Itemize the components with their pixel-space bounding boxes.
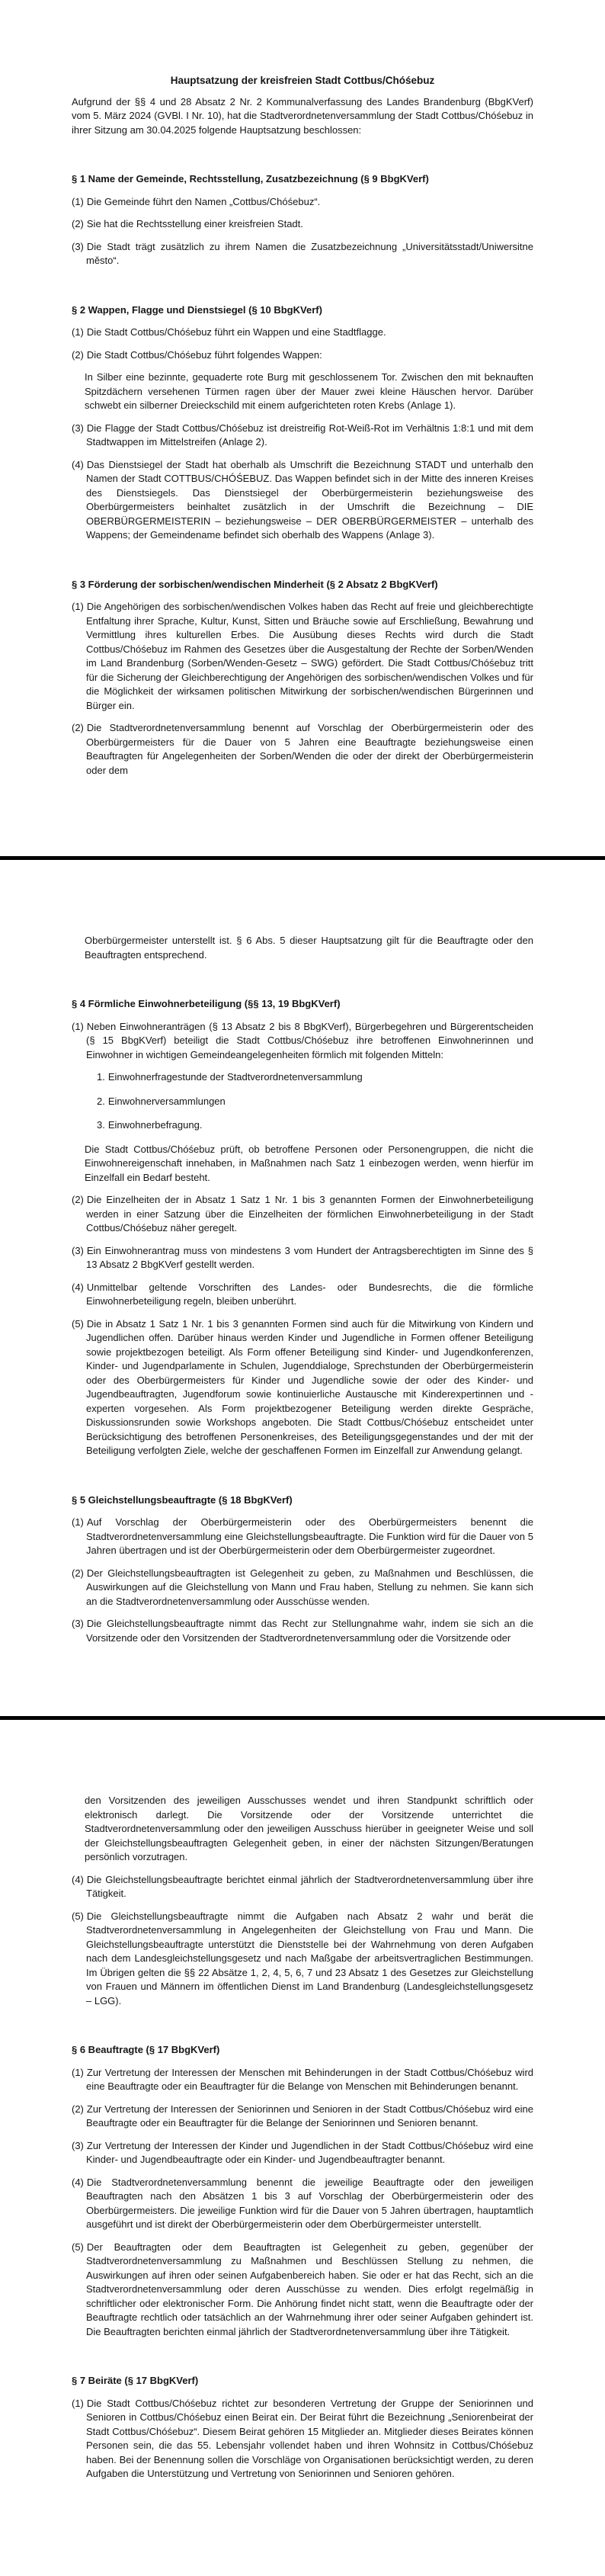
paragraph-text: Ein Einwohnerantrag muss von mindestens 3 vom Hundert der Antragsberechtigten im Sinne des § 13 Absatz 2 BbgKVerf gestellt werden. xyxy=(86,1244,533,1270)
paragraph-text: Auf Vorschlag der Oberbürgermeisterin oder des Oberbürgermeisters benennt die Stadtverordnetenversammlung eine Gleichstellungsbeauftragte. Die Funktion wird für die Dauer von 5 Jahren übertragen und ist der Oberbürgermeisterin oder dem Oberbürgermeister zugeordnet. xyxy=(86,1516,533,1556)
paragraph-text: Der Gleichstellungsbeauftragten ist Gelegenheit zu geben, zu Maßnahmen und Beschlüssen, die Auswirkungen auf die Gleichstellung von Mann und Frau haben, Stellung zu nehmen. Sie kann sich an die Stadtverordnetenversammlung oder Ausschüsse wenden. xyxy=(86,1567,533,1607)
numbered-paragraph xyxy=(72,1281,533,1309)
paragraph-text: Die Stadt Cottbus/Chóśebuz richtet zur besonderen Vertretung der Gruppe der Seniorinnen und Senioren in Cottbus/Chóśebuz einen Beirat ein. Der Beirat führt die Bezeichnung „Seniorenbeirat der Stadt Cottbus/Chóśebuz“. Diesem Beirat gehören 15 Mitglieder an. Mitglieder dieses Beirates können Personen sein, die das 55. Lebensjahr vollendet haben und ihren Wohnsitz in Cottbus/Chóśebuz haben. Bei der Benennung sollen die Vorschläge von Organisationen berücksichtigt werden, zu deren Aufgaben die Unterstützung und Vertretung von Seniorinnen und Senioren gehören. xyxy=(86,2397,533,2479)
paragraph-text: Unmittelbar geltende Vorschriften des Landes- oder Bundesrechts, die die förmliche Einwohnerbeteiligung regeln, bleiben unberührt. xyxy=(86,1281,533,1307)
numbered-paragraph xyxy=(72,326,533,340)
list-item-text: Einwohnerbefragung. xyxy=(107,1119,203,1131)
paragraph-marker: (3) xyxy=(72,1244,84,1256)
paragraph-marker: (5) xyxy=(72,2241,84,2253)
paragraph-marker: (1) xyxy=(72,195,84,207)
numbered-paragraph xyxy=(72,1193,533,1236)
numbered-paragraph xyxy=(72,2241,533,2340)
page-3 xyxy=(0,1720,605,2576)
paragraph-text: Sie hat die Rechtsstellung einer kreisfreien Stadt. xyxy=(86,218,303,229)
paragraph-marker: (3) xyxy=(72,1618,84,1629)
numbered-paragraph xyxy=(72,1244,533,1272)
numbered-paragraph xyxy=(72,721,533,778)
paragraph-marker: (4) xyxy=(72,458,84,470)
numbered-paragraph xyxy=(72,195,533,210)
continuation-paragraph: Oberbürgermeister unterstellt ist. § 6 Abs. 5 dieser Hauptsatzung gilt für die Beauftragte oder den Beauftragten entsprechend. xyxy=(85,935,533,961)
page-2 xyxy=(0,860,605,1716)
paragraph-marker: (3) xyxy=(72,240,84,252)
paragraph-marker: (1) xyxy=(72,1020,84,1032)
section-heading: § 3 Förderung der sorbischen/wendischen Minderheit (§ 2 Absatz 2 BbgKVerf) xyxy=(72,578,438,590)
paragraph-marker: (1) xyxy=(72,601,84,612)
indented-paragraph: In Silber eine bezinnte, gequaderte rote Burg mit geschlossenem Tor. Zwischen den mit beknauften Spitzdächern versehenen Türmen ragen über der Mauer zwei kleine Häuschen hervor. Darüber schwebt ein silberner Dreieckschild mit einem aufgerichteten roten Krebs (Anlage 1). xyxy=(85,371,533,411)
paragraph-text: Die Gleichstellungsbeauftragte nimmt das Recht zur Stellungnahme wahr, indem sie sich an die Vorsitzende oder den Vorsitzenden der Stadtverordnetenversammlung oder die Vorsitzende oder xyxy=(86,1618,533,1644)
section-heading: § 5 Gleichstellungsbeauftragte (§ 18 BbgKVerf) xyxy=(72,1493,293,1506)
paragraph-text: Die Einzelheiten der in Absatz 1 Satz 1 Nr. 1 bis 3 genannten Formen der Einwohnerbeteiligung werden in einer Satzung über die Einzelheiten der förmlichen Einwohnerbeteiligung in der Stadt Cottbus/Chóśebuz näher geregelt. xyxy=(86,1194,533,1233)
paragraph-marker: (1) xyxy=(72,2397,84,2409)
paragraph-marker: (2) xyxy=(72,722,84,733)
list-item xyxy=(97,1095,533,1109)
numbered-paragraph xyxy=(72,600,533,713)
list-item xyxy=(97,1118,533,1133)
numbered-paragraph xyxy=(72,2176,533,2232)
paragraph-text: Die Angehörigen des sorbischen/wendischen Volkes haben das Recht auf freie und gleichberechtigte Entfaltung ihrer Sprache, Kultur, Kunst, Sitten und Bräuche sowie auf Erschließung, Bewahrung und Vermittlung ihres kulturellen Erbes. Die Ausübung dieses Rechts wird durch die Stadt Cottbus/Chóśebuz im Rahmen des Gesetzes über die Ausgestaltung der Rechte der Sorben/Wenden im Land Brandenburg (Sorben/Wenden-Gesetz – SWG) gefördert. Die Stadt Cottbus/Chóśebuz tritt für die Sicherung der Gleichberechtigung der Angehörigen des sorbischen/wendischen Volkes und für die Möglichkeit der wirksamen politischen Mitwirkung der sorbischen/wendischen Bürgerinnen und Bürger ein. xyxy=(86,601,533,711)
paragraph-text: Die Stadt trägt zusätzlich zu ihrem Namen die Zusatzbezeichnung „Universitätsstadt/Uniwersitne město“. xyxy=(86,240,533,266)
list-item-text: Einwohnerfragestunde der Stadtverordnetenversammlung xyxy=(107,1071,363,1083)
paragraph-marker: (4) xyxy=(72,1281,84,1293)
section-heading: § 4 Förmliche Einwohnerbeteiligung (§§ 13, 19 BbgKVerf) xyxy=(72,998,341,1009)
section-heading: § 6 Beauftragte (§ 17 BbgKVerf) xyxy=(72,2044,220,2055)
paragraph-text: Die Stadt Cottbus/Chóśebuz führt ein Wappen und eine Stadtflagge. xyxy=(86,326,386,338)
paragraph-text: Zur Vertretung der Interessen der Seniorinnen und Senioren in der Stadt Cottbus/Chóśebuz wird eine Beauftragte oder ein Beauftragter für die Belange der Seniorinnen und Senioren benannt. xyxy=(86,2103,533,2128)
paragraph-text: Die Stadt Cottbus/Chóśebuz führt folgendes Wappen: xyxy=(86,348,322,361)
page-1 xyxy=(0,0,605,856)
numbered-paragraph xyxy=(72,2066,533,2094)
section-heading: § 1 Name der Gemeinde, Rechtsstellung, Zusatzbezeichnung (§ 9 BbgKVerf) xyxy=(72,173,429,184)
numbered-paragraph xyxy=(72,1020,533,1063)
paragraph-text: Die Stadtverordnetenversammlung benennt die jeweilige Beauftragte oder den jeweiligen Beauftragten nach den Absätzen 1 bis 3 auf Vorschlag der Oberbürgermeisterin oder des Oberbürgermeisters. Die jeweilige Funktion wird für die Dauer von 5 Jahren übertragen, hauptamtlich ausgeführt und ist direkt der Oberbürgermeisterin oder dem Oberbürgermeister unterstellt. xyxy=(86,2176,533,2230)
paragraph-marker: (1) xyxy=(72,326,84,338)
paragraph-text: Die Gleichstellungsbeauftragte nimmt die Aufgaben nach Absatz 2 wahr und berät die Stadtverordnetenversammlung in Angelegenheiten der Gleichstellung von Frau und Mann. Die Gleichstellungsbeauftragte unterstützt die Dienststelle bei der Wahrnehmung von deren Aufgaben nach dem Landesgleichstellungsgesetz und nach Maßgabe der arbeitsvertraglichen Bestimmungen. Im Übrigen gelten die §§ 22 Absätze 1, 2, 4, 5, 6, 7 und 23 Absatz 1 des Gesetzes zur Gleichstellung von Frauen und Männern im öffentlichen Dienst im Land Brandenburg (Landesgleichstellungsgesetz – LGG). xyxy=(86,1910,533,2007)
numbered-paragraph xyxy=(72,1873,533,1901)
numbered-paragraph xyxy=(72,458,533,543)
paragraph-text: Die Gemeinde führt den Namen „Cottbus/Chóśebuz“. xyxy=(86,195,321,207)
paragraph-text: Zur Vertretung der Interessen der Menschen mit Behinderungen in der Stadt Cottbus/Chóśebuz wird eine Beauftragte oder ein Beauftragter für die Belange von Menschen mit Behinderungen benannt. xyxy=(86,2066,533,2092)
paragraph-marker: (3) xyxy=(72,422,84,434)
list-item-marker: 3. xyxy=(97,1119,105,1131)
paragraph-marker: (2) xyxy=(72,1194,84,1205)
list-item-marker: 2. xyxy=(97,1095,105,1107)
list-item-marker: 1. xyxy=(97,1071,105,1083)
paragraph-text: Die Gleichstellungsbeauftragte berichtet einmal jährlich der Stadtverordnetenversammlung über ihre Tätigkeit. xyxy=(86,1873,533,1899)
paragraph-text: Der Beauftragten oder dem Beauftragten ist Gelegenheit zu geben, gegenüber der Stadtverordnetenversammlung zu Maßnahmen und Beschlüssen Stellung zu nehmen, die Auswirkungen auf ihren oder seinen Aufgabenbereich haben. Sie oder er hat das Recht, sich an die Stadtverordnetenversammlung oder deren Ausschüsse zu wenden. Dies erfolgt regelmäßig in schriftlicher oder elektronischer Form. Die Anhörung findet nicht statt, wenn die Beauftragte oder der Beauftragte rechtlich oder tatsächlich an der Wahrnehmung ihrer oder seiner Aufgaben gehindert ist. Die Beauftragten berichten einmal jährlich der Stadtverordnetenversammlung über ihre Tätigkeit. xyxy=(86,2241,533,2337)
paragraph-marker: (1) xyxy=(72,2066,84,2078)
paragraph-marker: (1) xyxy=(72,1516,84,1528)
numbered-paragraph xyxy=(72,2139,533,2167)
numbered-paragraph xyxy=(72,240,533,268)
section-heading: § 2 Wappen, Flagge und Dienstsiegel (§ 10 BbgKVerf) xyxy=(72,303,322,316)
paragraph-text: Neben Einwohneranträgen (§ 13 Absatz 2 bis 8 BbgKVerf), Bürgerbegehren und Bürgerentscheiden (§ 15 BbgKVerf) beteiligt die Stadt Cottbus/Chóśebuz ihre betroffenen Einwohnerinnen und Einwohner in wichtigen Gemeindeangelegenheiten förmlich mit folgenden Mitteln: xyxy=(86,1020,533,1060)
list-item-text: Einwohnerversammlungen xyxy=(107,1095,226,1107)
numbered-paragraph xyxy=(72,2103,533,2131)
paragraph-marker: (3) xyxy=(72,2139,84,2151)
paragraph-text: Das Dienstsiegel der Stadt hat oberhalb als Umschrift die Bezeichnung STADT und unterhalb den Namen der Stadt COTTBUS/CHÓŚEBUZ. Das Wappen befindet sich in der Mitte des inneren Kreises des Dienstsiegels. Das Dienstsiegel der Oberbürgermeisterin beziehungsweise des Oberbürgermeisters beinhaltet zusätzlich in der Umschrift die Bezeichnung – DIE OBERBÜRGERMEISTERIN – beziehungsweise – DER OBERBÜRGERMEISTER – unterhalb des Wappens; der Gemeindename befindet sich oberhalb des Wappens (Anlage 3). xyxy=(86,458,533,541)
paragraph-text: Die in Absatz 1 Satz 1 Nr. 1 bis 3 genannten Formen sind auch für die Mitwirkung von Kindern und Jugendlichen offen. Darüber hinaus werden Kinder und Jugendliche in Formen offener Beteiligung sowie projektbezogen beteiligt. Als Form offener Beteiligung sind Kinder- und Jugendkonferenzen, Kinder- und Jugendparlamente in Schulen, Jugenddialoge, Sprechstunden der Oberbürgermeisterin oder des Oberbürgermeisters für Kinder und Jugendliche sowie der oder des Kinder- und Jugendbeauftragten, Jugendforum sowie kontinuierliche Austausche mit Kinderexpertinnen und -experten vorgesehen. Als Form projektbezogener Beteiligung werden direkte Gespräche, Diskussionsrunden sowie Workshops angeboten. Die Stadt Cottbus/Chóśebuz entscheidet unter Berücksichtigung des betroffenen Personenkreises, des Beteiligungsgegenstandes und der mit der Beteiligung verfolgten Ziele, welche der geschaffenen Formen im Einzelfall zur Anwendung gelangt. xyxy=(86,1317,533,1456)
paragraph-text: Die Stadtverordnetenversammlung benennt auf Vorschlag der Oberbürgermeisterin oder des Oberbürgermeisters für die Dauer von 5 Jahren eine Beauftragte beziehungsweise einen Beauftragten für Angelegenheiten der Sorben/Wenden die oder der direkt der Oberbürgermeisterin oder dem xyxy=(86,722,533,776)
document-title: Hauptsatzung der kreisfreien Stadt Cottbus/Chóśebuz xyxy=(170,75,435,86)
list-item xyxy=(97,1070,533,1085)
section-heading: § 7 Beiräte (§ 17 BbgKVerf) xyxy=(72,2375,199,2386)
numbered-paragraph xyxy=(72,2397,533,2481)
numbered-paragraph xyxy=(72,1910,533,2009)
paragraph-marker: (2) xyxy=(72,348,84,361)
numbered-paragraph xyxy=(72,1567,533,1609)
paragraph-marker: (2) xyxy=(72,2103,84,2115)
paragraph-text: Die Flagge der Stadt Cottbus/Chóśebuz ist dreistreifig Rot-Weiß-Rot im Verhältnis 1:8:1 und mit dem Stadtwappen im Mittelstreifen (Anlage 2). xyxy=(86,422,533,448)
numbered-paragraph xyxy=(72,422,533,450)
numbered-paragraph xyxy=(72,217,533,232)
numbered-paragraph xyxy=(72,1617,533,1645)
paragraph-marker: (4) xyxy=(72,1873,84,1885)
paragraph: Aufgrund der §§ 4 und 28 Absatz 2 Nr. 2 Kommunalverfassung des Landes Brandenburg (BbgKVerf) vom 5. März 2024 (GVBl. I Nr. 10), hat die Stadtverordnetenversammlung der Stadt Cottbus/Chóśebuz in ihrer Sitzung am 30.04.2025 folgende Hauptsatzung beschlossen: xyxy=(72,95,533,136)
paragraph-marker: (4) xyxy=(72,2176,84,2188)
paragraph-marker: (2) xyxy=(72,1567,84,1579)
numbered-paragraph xyxy=(72,1516,533,1558)
numbered-paragraph xyxy=(72,348,533,363)
paragraph-marker: (2) xyxy=(72,218,84,229)
paragraph-marker: (5) xyxy=(72,1317,84,1330)
paragraph-marker: (5) xyxy=(72,1910,84,1922)
numbered-paragraph xyxy=(72,1317,533,1458)
paragraph-text: Zur Vertretung der Interessen der Kinder und Jugendlichen in der Stadt Cottbus/Chóśebuz wird eine Kinder- und Jugendbeauftragte oder ein Kinder- und Jugendbeauftragter benannt. xyxy=(86,2139,533,2165)
continuation-paragraph: den Vorsitzenden des jeweiligen Ausschusses wendet und ihren Standpunkt schriftlich oder elektronisch darlegt. Die Vorsitzende oder der Vorsitzende unterrichtet die Stadtverordnetenversammlung oder den jeweiligen Ausschuss hierüber in geeigneter Weise und soll der Gleichstellungsbeauftragten Gelegenheit geben, in einer der nächsten Sitzungen/Beratungen persönlich vorzutragen. xyxy=(85,1795,533,1862)
indented-paragraph: Die Stadt Cottbus/Chóśebuz prüft, ob betroffene Personen oder Personengruppen, die nicht die Einwohnereigenschaft innehaben, in Maßnahmen nach Satz 1 einbezogen werden, wenn hierfür im Einzelfall ein Bedarf besteht. xyxy=(85,1143,533,1183)
